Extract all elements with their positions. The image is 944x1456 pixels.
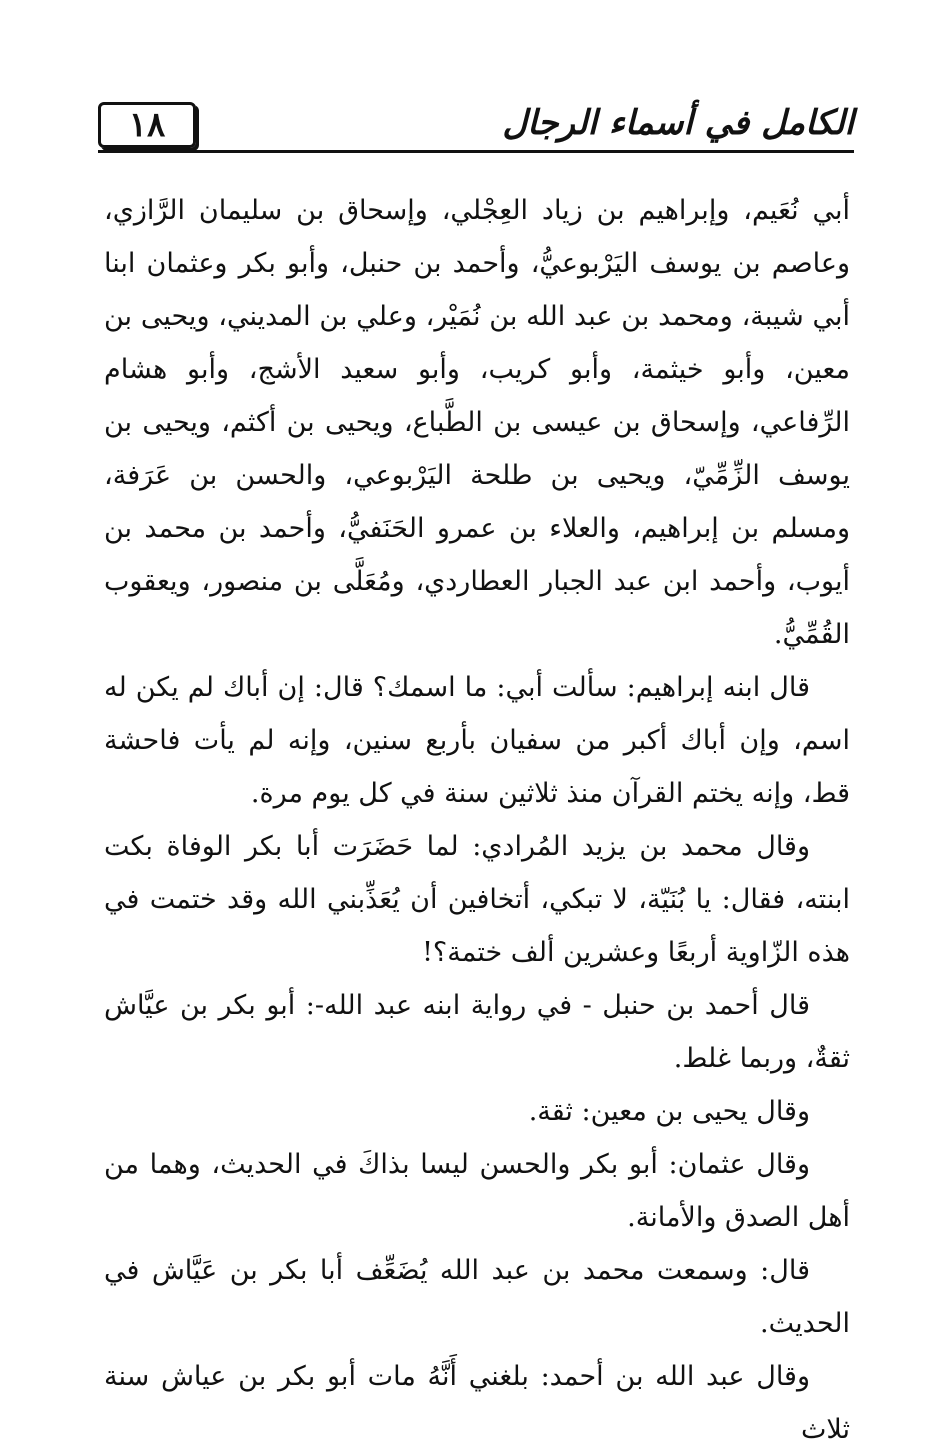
page-header: [98, 98, 854, 158]
paragraph-narrators-list: أبي نُعَيم، وإبراهيم بن زياد العِجْلي، وإسحاق بن سليمان الرَّازي، وعاصم بن يوسف اليَرْبوعيُّ، وأحمد بن حنبل، وأبو بكر وعثمان ابنا أبي شيبة، ومحمد بن عبد الله بن نُمَيْر، وعلي بن المديني، ويحيى بن معين، وأبو خيثمة، وأبو كريب، وأبو سعيد الأشج، وأبو هشام الرِّفاعي، وإسحاق بن عيسى بن الطَّباع، ويحيى بن أكثم، ويحيى بن يوسف الزِّمِّيّ، ويحيى بن طلحة اليَرْبوعي، والحسن بن عَرَفة، ومسلم بن إبراهيم، والعلاء بن عمرو الحَنَفيُّ، وأحمد بن محمد بن أيوب، وأحمد ابن عبد الجبار العطاردي، ومُعَلَّى بن منصور، ويعقوب القُمِّيُّ.: [104, 195, 850, 650]
paragraph-ahmad-grading: قال أحمد بن حنبل - في رواية ابنه عبد الله-: أبو بكر بن عيَّاش ثقةٌ، وربما غلط.: [104, 990, 850, 1074]
paragraph-ibrahim-question: قال ابنه إبراهيم: سألت أبي: ما اسمك؟ قال: إن أباك لم يكن له اسم، وإن أباك أكبر من سفيان بأربع سنين، وإنه لم يأت فاحشة قط، وإنه يختم القرآن منذ ثلاثين سنة في كل يوم مرة.: [104, 672, 850, 809]
page-number: ١٨: [98, 102, 196, 148]
paragraph-ibn-main-grading: وقال يحيى بن معين: ثقة.: [528, 1096, 810, 1127]
paragraph-death-report: وقال عبد الله بن أحمد: بلغني أَنَّهُ مات أبو بكر بن عياش سنة ثلاث: [104, 1361, 850, 1445]
main-text: [104, 184, 850, 1456]
paragraph-uthman-grading: وقال عثمان: أبو بكر والحسن ليسا بذاكَ في الحديث، وهما من أهل الصدق والأمانة.: [104, 1149, 850, 1233]
header-divider: [98, 150, 854, 153]
paragraph-muhammad-weakening: قال: وسمعت محمد بن عبد الله يُضَعِّف أبا بكر بن عَيَّاش في الحديث.: [104, 1255, 850, 1339]
paragraph-muradi-report: وقال محمد بن يزيد المُرادي: لما حَضَرَت أبا بكر الوفاة بكت ابنته، فقال: يا بُنَيّة، لا تبكي، أتخافين أن يُعَذِّبني الله وقد ختمت في هذه الزّاوية أربعًا وعشرين ألف ختمة؟!: [104, 831, 850, 968]
book-title: الكامل في أسماء الرجال: [502, 103, 854, 143]
